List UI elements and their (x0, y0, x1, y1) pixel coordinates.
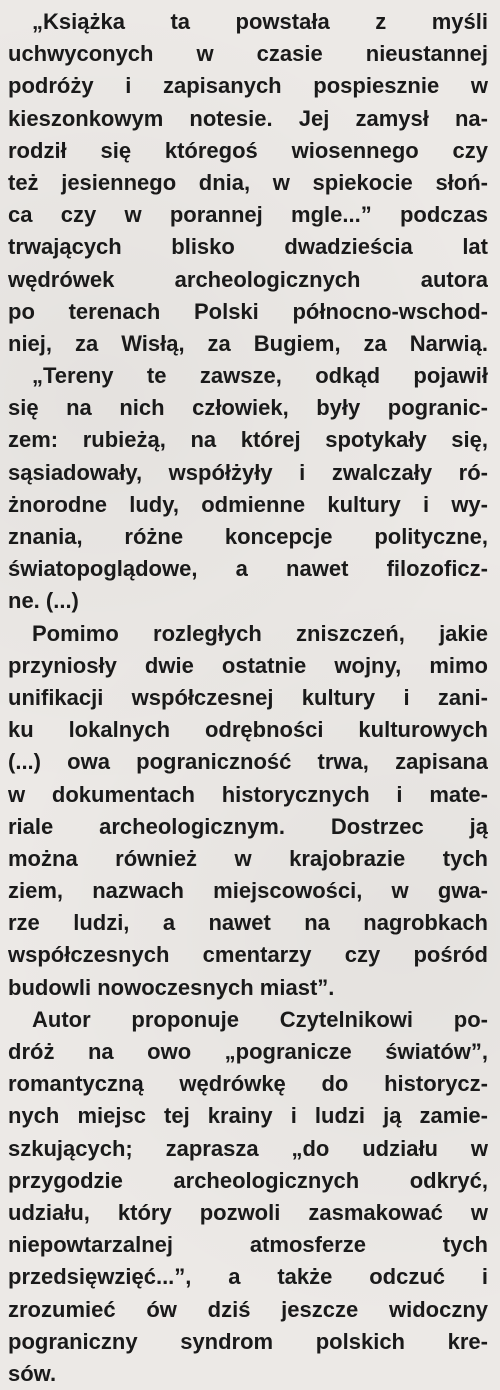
text-line: pograniczny syndrom polskich kre- (8, 1328, 488, 1354)
text-line: żnorodne ludy, odmienne kultury i wy- (8, 491, 488, 517)
text-line: „Książka ta powstała z myśli (32, 9, 488, 34)
text-line: można również w krajobrazie tych (8, 845, 488, 871)
text-line: zem: rubieżą, na której spotykały się, (8, 427, 488, 453)
text-line: ca czy w porannej mgle...” podczas (8, 202, 488, 228)
text-line: (...) owa pograniczność trwa, zapisana (8, 749, 488, 775)
text-line: światopoglądowe, a nawet filozoficz- (8, 556, 488, 582)
text-line: ne. (...) (8, 588, 79, 614)
text-line: współczesnych cmentarzy czy pośród (8, 942, 488, 968)
text-line: wędrówek archeologicznych autora (8, 266, 488, 292)
text-line: riale archeologicznym. Dostrzec ją (8, 813, 488, 839)
text-line: Pomimo rozległych zniszczeń, jakie (32, 620, 488, 646)
text-line: unifikacji współczesnej kultury i zani- (8, 684, 488, 710)
text-line: rze ludzi, a nawet na nagrobkach (8, 910, 488, 936)
text-line: zrozumieć ów dziś jeszcze widoczny (8, 1296, 488, 1322)
text-line: sów. (8, 1360, 57, 1386)
text-line: ziem, nazwach miejscowości, w gwa- (8, 878, 488, 904)
text-line: Autor proponuje Czytelnikowi po- (32, 1006, 488, 1032)
text-line: dróż na owo „pogranicze światów”, (8, 1039, 488, 1064)
text-line: w dokumentach historycznych i mate- (8, 781, 488, 807)
text-line: przyniosły dwie ostatnie wojny, mimo (8, 652, 488, 678)
blurb-text (8, 6, 488, 1390)
text-line: znania, różne koncepcje polityczne, (8, 524, 488, 549)
text-line: po terenach Polski północno-wschod- (8, 298, 488, 324)
text-line: nych miejsc tej krainy i ludzi ją zamie- (8, 1103, 488, 1129)
text-line: ku lokalnych odrębności kulturowych (8, 717, 488, 743)
text-line: szkujących; zaprasza „do udziału w (8, 1135, 488, 1161)
text-line: przedsięwzięć...”, a także odczuć i (8, 1264, 488, 1290)
text-line: się na nich człowiek, były pogranic- (8, 395, 488, 421)
text-line: niej, za Wisłą, za Bugiem, za Narwią. (8, 330, 488, 356)
text-line: trwających blisko dwadzieścia lat (8, 234, 488, 260)
text-line: romantyczną wędrówkę do historycz- (8, 1071, 488, 1097)
text-line: kieszonkowym notesie. Jej zamysł na- (8, 105, 488, 131)
text-line: przygodzie archeologicznych odkryć, (8, 1167, 488, 1193)
text-line: uchwyconych w czasie nieustannej (8, 41, 488, 67)
text-line: „Tereny te zawsze, odkąd pojawił (32, 363, 488, 389)
text-line: sąsiadowały, współżyły i zwalczały ró- (8, 459, 488, 485)
text-line: niepowtarzalnej atmosferze tych (8, 1232, 488, 1258)
text-line: udziału, który pozwoli zasmakować w (8, 1199, 488, 1225)
text-line: rodził się któregoś wiosennego czy (8, 137, 488, 163)
text-line: podróży i zapisanych pospiesznie w (8, 73, 488, 99)
text-line: budowli nowoczesnych miast”. (8, 974, 335, 1000)
text-line: też jesiennego dnia, w spiekocie słoń- (8, 169, 488, 195)
